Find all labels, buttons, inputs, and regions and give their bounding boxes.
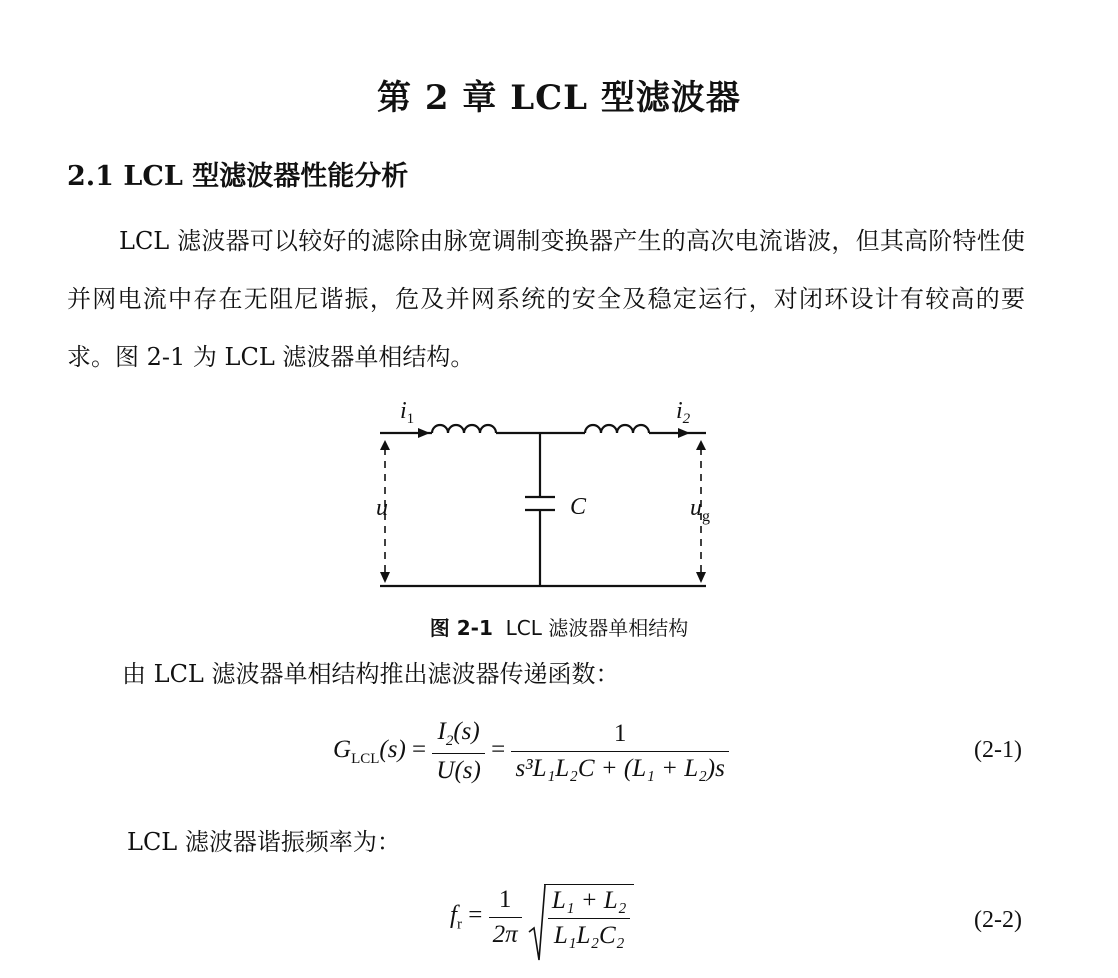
- i2-arrow-icon: [678, 428, 690, 438]
- eq1-frac1-num-arg: (s): [453, 718, 480, 745]
- eq1-fraction1: [432, 718, 484, 785]
- chapter-title: 第 2 章 LCL 型滤波器: [377, 78, 741, 118]
- eq1-lhs-sub: LCL: [351, 751, 380, 768]
- label-i2: $i_2$: [676, 398, 691, 427]
- eq1-frac1-num-sub: 2: [445, 733, 454, 749]
- label-i1: $i_1$: [400, 398, 415, 427]
- lcl-circuit-diagram: [370, 390, 750, 600]
- inductor-l2: [585, 425, 649, 433]
- eq1-fraction2: [511, 720, 728, 783]
- paragraph-intro: LCL 滤波器可以较好的滤除由脉宽调制变换器产生的高次电流谐波，但其高阶特性使并网电流中存在无阻尼谐振，危及并网系统的安全及稳定运行，对闭环设计有较高的要求。图 2-1 为 LCL 滤波器单相结构。: [67, 227, 1025, 371]
- eq2-lhs-sub: r: [456, 916, 462, 933]
- equation-resonant-frequency: $f_r$ = $\frac{1}{2\pi}$ $\frac{\text{L₁ + L₂}}{\text{L₁L₂C₂}}$: [450, 884, 634, 950]
- eq1-frac2-num: 1: [511, 720, 728, 752]
- inductor-l1: [432, 425, 496, 433]
- eq1-frac2-den: s³L₁L₂C + (L₁ + L₂)s: [515, 755, 725, 782]
- eq2-fraction: [489, 886, 522, 949]
- label-ug: $u_g$: [690, 495, 710, 525]
- eq1-frac1-den: U(s): [436, 757, 481, 784]
- eq2-frac-num: 1: [489, 886, 522, 918]
- sqrt-sign-icon: [528, 884, 546, 964]
- section-heading: 2.1 LCL 型滤波器性能分析: [67, 161, 409, 192]
- figure-caption: [0, 612, 1118, 641]
- figure-caption-text: LCL 滤波器单相结构: [505, 616, 689, 640]
- eq1-frac1-num: I: [437, 718, 446, 745]
- eq1-lhs: G: [333, 736, 352, 764]
- eq2-sqrt: [528, 884, 635, 950]
- figure-caption-label: 图 2-1: [429, 616, 493, 640]
- equation-number-2-2: (2-2): [974, 907, 1022, 933]
- eq2-rad-den: L₁L₂C₂: [553, 922, 625, 949]
- eq1-lhs-arg: (s): [379, 736, 406, 764]
- eq2-lhs: f: [450, 901, 457, 929]
- u-arrow-top-icon: [380, 440, 390, 450]
- paragraph-resonance: LCL 滤波器谐振频率为：: [127, 828, 401, 856]
- ug-arrow-bottom-icon: [696, 572, 706, 583]
- equation-number-2-1: (2-1): [974, 737, 1022, 763]
- label-u: u: [376, 495, 388, 521]
- u-arrow-bottom-icon: [380, 572, 390, 583]
- equation-transfer-function: $G_{LCL}(s)$ = $\frac{I_2(s)}{U(s)}$ = $\frac{1}{\text{s³L₁L₂C + (L₁ + L₂)s}}$: [333, 718, 729, 785]
- i1-arrow-icon: [418, 428, 430, 438]
- eq2-rad-num: L₁ + L₂: [548, 887, 631, 919]
- eq2-frac-den: 2π: [492, 920, 518, 948]
- paragraph-transfer-function: 由 LCL 滤波器单相结构推出滤波器传递函数：: [122, 660, 620, 688]
- ug-arrow-top-icon: [696, 440, 706, 450]
- label-c: C: [570, 494, 587, 520]
